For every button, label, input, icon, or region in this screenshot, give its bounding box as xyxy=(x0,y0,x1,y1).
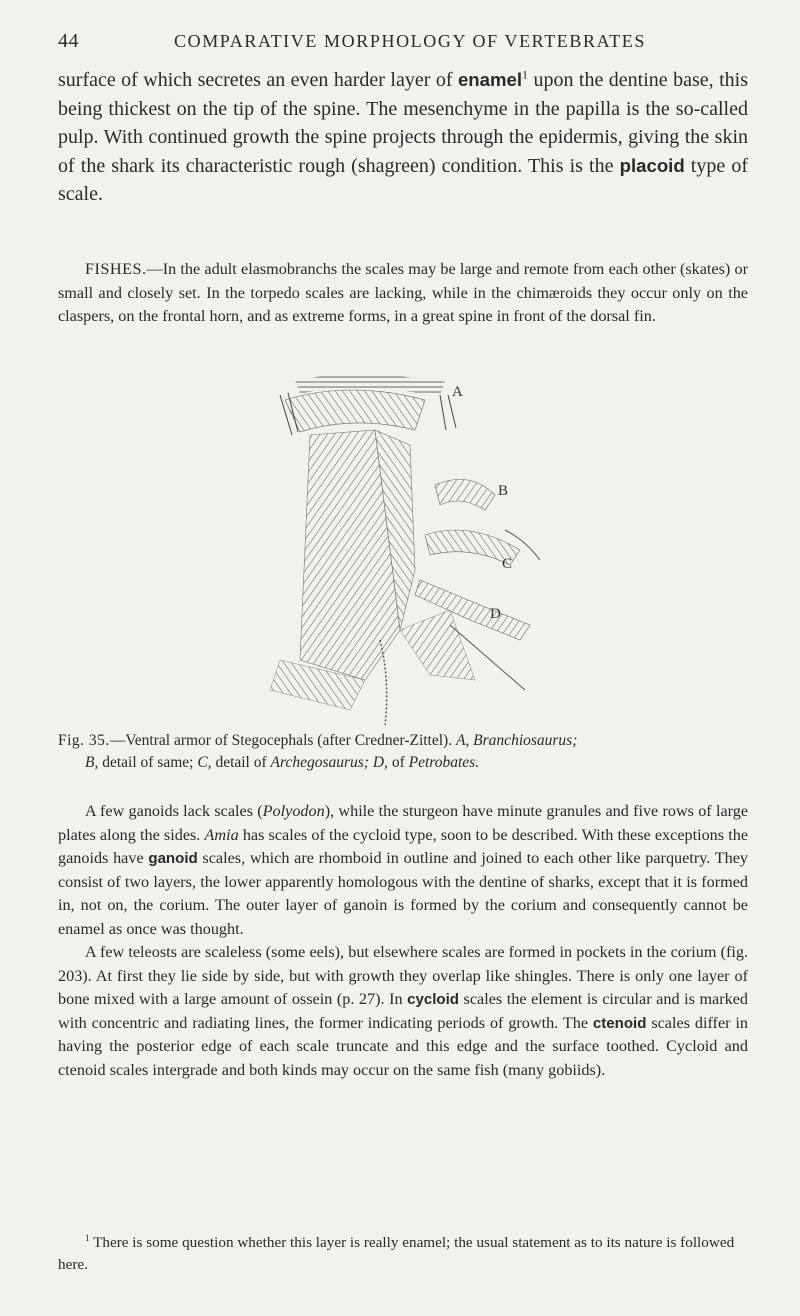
text-run: surface of which secretes an even harder layer of xyxy=(58,69,458,91)
text-run: scales differ in having the posterior edge of each scale truncate and this edge and the surface toothed. Cycloid and ctenoid scales intergrade and both kinds may occur on the same fish (many gobiids). xyxy=(58,1013,748,1079)
footnote xyxy=(58,1232,748,1275)
paragraph-ganoids xyxy=(58,800,748,941)
text-run: scales the element is circular and is marked with concentric and radiating lines, the former indicating periods of growth. The xyxy=(58,990,748,1032)
text-run: upon the dentine base, this being thickest on the tip of the spine. The mesenchyme in the papilla is the so-called pulp. With continued growth the spine projects through the epidermis, giving the skin of the shark its characteristic rough (shagreen) condition. This is the xyxy=(58,69,749,177)
paragraph-fishes xyxy=(58,258,748,329)
detail-b xyxy=(435,479,495,510)
term-enamel: enamel xyxy=(457,69,523,90)
text-run: detail of same; xyxy=(98,754,198,771)
text-run: —In the adult elasmobranchs the scales may be large and remote from each other (skates) or small and closely set. In the torpedo scales are lacking, while in the chimæroids they occur only on the claspers, on the frontal horn, and as extreme forms, in a great spine in front of the dorsal fin. xyxy=(58,260,748,325)
caption-italic: A, Branchiosaurus; xyxy=(455,732,578,749)
text-run: of xyxy=(387,754,409,771)
paragraph-placoid xyxy=(58,66,748,209)
genus-name: Amia xyxy=(204,825,239,844)
term-cycloid: cycloid xyxy=(407,991,459,1008)
text-run: ), while the sturgeon have minute granules and five rows of large plates along the sides. xyxy=(58,802,748,844)
figure-number: Fig. 35. xyxy=(58,732,110,749)
caption-italic: Archegosaurus; xyxy=(270,754,369,771)
text-run: A few teleosts are scaleless (some eels), but elsewhere scales are formed in pockets in the corium (fig. 203). At first they lie side by side, but with growth they overlap like shingles. There is only one layer of bone mixed with a large amount of ossein (p. 27). In xyxy=(58,943,748,1008)
footnote-mark: 1 xyxy=(85,1232,90,1243)
term-ganoid: ganoid xyxy=(148,850,198,867)
term-placoid: placoid xyxy=(619,154,685,176)
running-title: COMPARATIVE MORPHOLOGY OF VERTEBRATES xyxy=(174,31,647,51)
running-head xyxy=(58,30,748,56)
caption-italic: Petrobates. xyxy=(408,754,480,771)
paragraph-teleosts xyxy=(58,941,748,1082)
page-number: 44 xyxy=(58,30,79,52)
footnote-ref: 1 xyxy=(522,67,529,82)
text-run: —Ventral armor of Stegocephals (after Credner-Zittel). xyxy=(109,732,456,749)
text-run: A few ganoids lack scales ( xyxy=(85,802,263,820)
label-d: D xyxy=(490,606,501,622)
section-fishes xyxy=(58,258,748,329)
figure-35-illustration xyxy=(240,360,570,730)
label-a: A xyxy=(452,384,463,400)
caption-italic: C, xyxy=(197,754,212,771)
text-run: has scales of the cycloid type, soon to be described. With these exceptions the ganoids have xyxy=(58,825,748,867)
text-run: scales, which are rhomboid in outline and joined to each other like parquetry. They consist of two layers, the lower apparently homologous with the dentine of sharks, except that it is formed in, not on, the corium. The outer layer of ganoin is formed by the corium and consequently cannot be enamel as once was thought. xyxy=(58,849,748,938)
section-ganoids-teleosts xyxy=(58,800,748,1082)
caption-continuation xyxy=(58,752,748,774)
label-c: C xyxy=(502,556,513,572)
footnote-text: There is some question whether this layer is really enamel; the usual statement as to its nature is followed here. xyxy=(58,1234,735,1273)
text-run: type of scale. xyxy=(58,154,749,206)
label-b: B xyxy=(498,483,509,499)
caption-italic: D, xyxy=(372,754,388,771)
text-run: detail of xyxy=(211,754,271,771)
caption-italic: B, xyxy=(85,754,99,771)
section-heading-fishes: FISHES. xyxy=(85,260,147,278)
term-ctenoid: ctenoid xyxy=(592,1014,647,1032)
genus-name: Polyodon xyxy=(262,802,325,820)
figure-caption xyxy=(58,730,748,774)
